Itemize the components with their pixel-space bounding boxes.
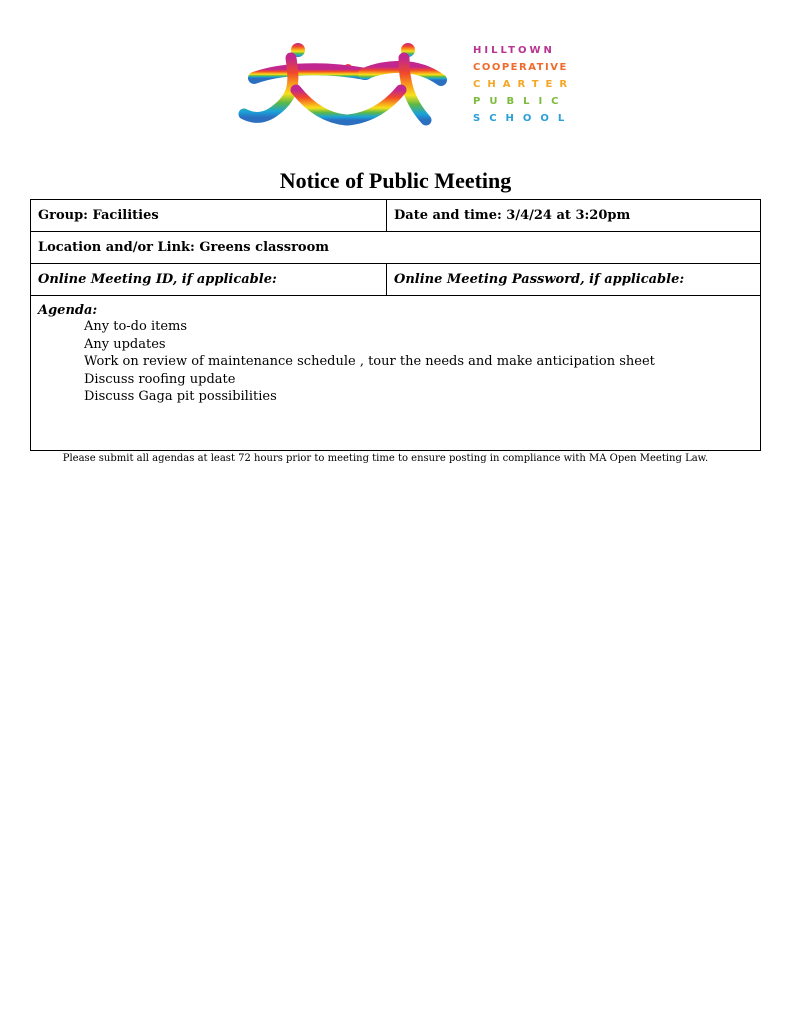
table-row <box>31 200 760 232</box>
agenda-cell <box>31 296 760 450</box>
agenda-list <box>38 318 655 406</box>
logo-text-cooperative: COOPERATIVE <box>473 62 568 73</box>
submission-footnote: Please submit all agendas at least 72 hours prior to meeting time to ensure posting in compliance with MA Open Meeting Law. <box>62 453 709 464</box>
meeting-details-table <box>30 199 761 451</box>
meeting-password-cell: Online Meeting Password, if applicable: <box>394 272 685 287</box>
list-item: Any updates <box>84 336 166 352</box>
agenda-label: Agenda: <box>38 303 98 318</box>
datetime-cell: Date and time: 3/4/24 at 3:20pm <box>394 208 631 223</box>
table-row <box>31 264 760 296</box>
list-item: Any to-do items <box>84 319 188 334</box>
logo-text-charter: CHARTER <box>473 79 575 90</box>
list-item: Discuss roofing update <box>84 371 236 387</box>
group-cell: Group: Facilities <box>31 200 387 231</box>
table-row <box>31 232 760 264</box>
location-cell: Location and/or Link: Greens classroom <box>38 240 330 255</box>
list-item: Work on review of maintenance schedule , tour the needs and make anticipation sheet <box>84 354 655 369</box>
logo-text-school: SCHOOL <box>473 113 574 124</box>
logo-text-public: PUBLIC <box>473 96 568 107</box>
meeting-id-cell: Online Meeting ID, if applicable: <box>31 264 387 295</box>
page-title: Notice of Public Meeting <box>279 168 512 193</box>
logo-text-hilltown: HILLTOWN <box>473 45 555 56</box>
table-row <box>31 296 760 450</box>
list-item: Discuss Gaga pit possibilities <box>84 389 277 404</box>
